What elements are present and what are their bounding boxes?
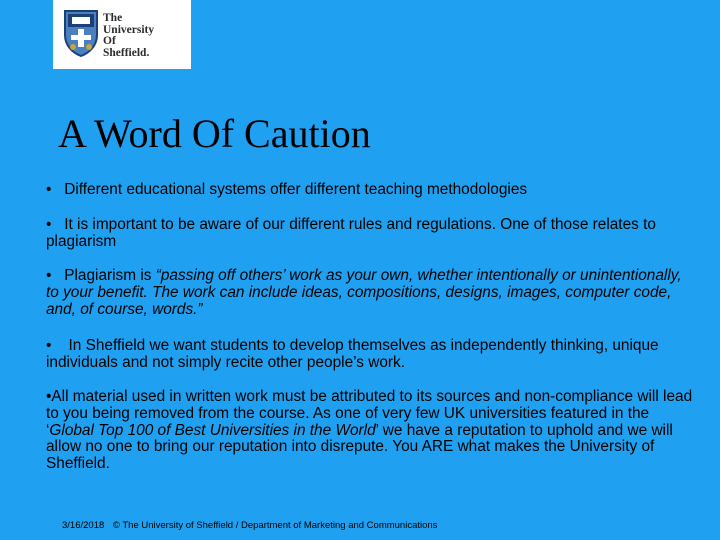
bullet-item xyxy=(46,389,696,473)
slide-footer xyxy=(62,520,443,531)
bullet-item xyxy=(46,338,696,372)
emphasis-no-one: no one xyxy=(85,438,133,456)
bullet-marker: • xyxy=(46,388,52,405)
slide-title: A Word Of Caution xyxy=(58,111,371,156)
bullet-item xyxy=(46,268,696,318)
bullet-text: to bring our reputation into disrepute. You ARE what makes the University of Sheffield. xyxy=(46,438,655,473)
bullet-marker: • xyxy=(46,216,52,233)
university-crest-icon xyxy=(63,9,99,57)
bullet-text: All material used in written work xyxy=(51,388,273,405)
bullet-text: In Sheffield we want students to develop themselves as independently thinking, unique individuals and not simply recite other people’s work. xyxy=(46,337,659,371)
logo-line: Sheffield. xyxy=(103,46,150,59)
plagiarism-definition: “passing off others’ work as your own, whether intentionally or unintentionally, to your benefit. The work can include ideas, compositions, designs, images, computer code, and, of course, words.” xyxy=(46,267,682,318)
bullet-marker: • xyxy=(46,267,52,284)
plagiarism-term: Plagiarism xyxy=(64,267,137,284)
university-logo xyxy=(53,0,191,69)
bullet-marker: • xyxy=(46,181,52,198)
bullet-text: It is important to be aware of our different rules and regulations. One of those relates to plagiarism xyxy=(46,216,656,250)
footer-copyright: © The University of Sheffield / Department of Marketing and Communications xyxy=(112,520,438,531)
footer-date: 3/16/2018 xyxy=(62,520,105,531)
bullet-item xyxy=(46,217,696,251)
bullet-item xyxy=(46,182,696,199)
bullet-text: be attributed to its sources and non-compliance will lead to you being removed from the course. As one of very few UK universities featured in the ‘ xyxy=(46,388,693,439)
ranking-quote: Global Top 100 of Best Universities in the World xyxy=(49,421,376,439)
logo-line: University xyxy=(103,23,155,36)
bullet-text: Different educational systems offer different teaching methodologies xyxy=(64,181,528,198)
emphasis-must: must xyxy=(272,388,306,405)
logo-line: The xyxy=(103,12,123,24)
logo-wordmark xyxy=(103,13,154,59)
bullet-text: ’ we have a reputation to uphold and we will allow xyxy=(46,421,673,456)
bullet-marker: • xyxy=(46,337,52,354)
logo-line: Of xyxy=(103,35,116,47)
bullet-text: is xyxy=(136,267,156,284)
